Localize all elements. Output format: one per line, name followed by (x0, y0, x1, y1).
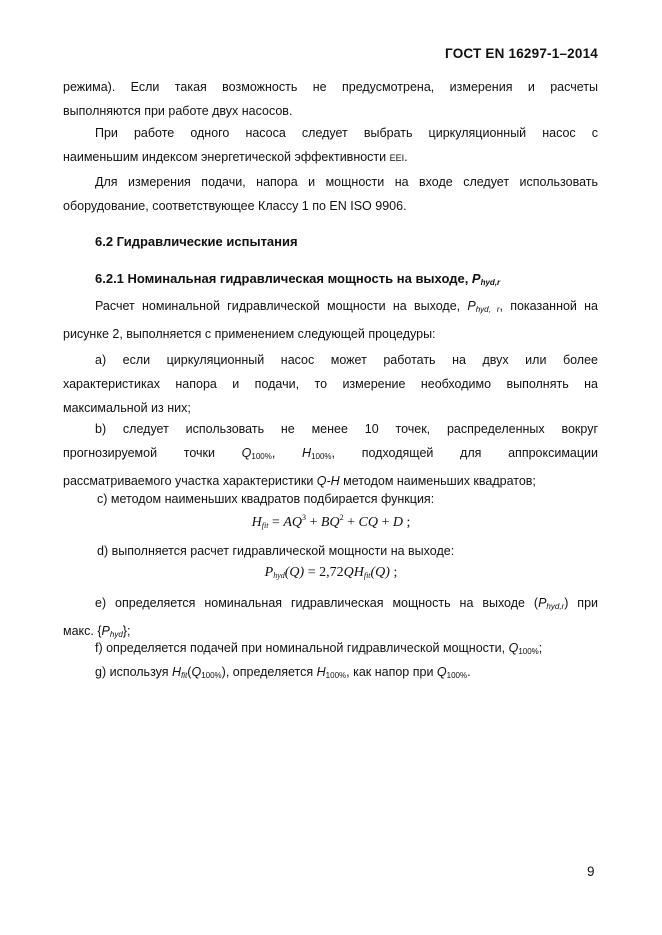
text-line: максимальной из них; (63, 401, 191, 415)
subsection-heading (95, 271, 500, 287)
formula-term: H (251, 515, 262, 530)
text-line: b) следует использовать не менее 10 точек, распределенных вокруг (95, 422, 598, 436)
formula-subscript: fit (363, 571, 371, 580)
page-number: 9 (587, 864, 595, 879)
formula-hfit (0, 513, 662, 531)
text-run: f) определяется подачей при номинальной гидравлической мощности, (95, 641, 509, 655)
text-line: При работе одного насоса следует выбрать циркуляционный насос с (95, 126, 598, 140)
text-line (63, 145, 598, 170)
formula-op: ; (402, 515, 411, 530)
symbol-subscript: hyd,r (546, 602, 565, 611)
symbol-h: H (172, 665, 182, 679)
symbol-p: P (471, 271, 481, 286)
formula-term: QH (343, 565, 364, 580)
formula-subscript: hyd (273, 571, 285, 580)
symbol-subscript: fit (181, 671, 188, 680)
formula-term: BQ (320, 515, 340, 530)
text-line: d) выполняется расчет гидравлической мощности на выходе: (97, 544, 455, 558)
text-run: наименьшим индексом энергетической эффективности (63, 150, 390, 164)
list-item-d (63, 539, 598, 563)
formula-op: + (377, 515, 393, 530)
symbol-subscript: 100% (446, 671, 468, 680)
text-line (63, 660, 598, 688)
list-item-a (63, 348, 598, 420)
text-run: , как напор при (346, 665, 437, 679)
paragraph-measurement-equipment (63, 170, 598, 218)
paragraph-single-pump (63, 121, 598, 170)
symbol-subscript: hyd (109, 630, 123, 639)
text-line: рисунке 2, выполняется с применением следующей процедуры: (63, 327, 436, 341)
formula-op: = (304, 565, 320, 580)
symbol-subscript: 100% (518, 647, 539, 656)
text-run: ) при (564, 596, 599, 610)
symbol-p: P (538, 596, 547, 610)
text-line: Для измерения подачи, напора и мощности на входе следует использовать (95, 175, 598, 189)
text-run: , подходящей для аппроксимации (331, 446, 599, 460)
formula-term: D (392, 515, 403, 530)
text-run: прогнозируемой точки (63, 446, 242, 460)
list-item-g (63, 660, 598, 688)
text-run: . (404, 150, 408, 164)
symbol-q: Q (436, 665, 447, 679)
text-line: режима). Если такая возможность не предусмотрена, измерения и расчеты (63, 80, 598, 94)
text-line (63, 294, 598, 322)
formula-power: 3 (302, 513, 306, 522)
paragraph-procedure-lead (63, 294, 598, 346)
symbol-subscript: 100% (201, 671, 222, 680)
eei-symbol: EEI (389, 153, 405, 163)
symbol-h: H (316, 665, 326, 679)
formula-power: 2 (339, 513, 344, 522)
heading-text: 6.2.1 Номинальная гидравлическая мощность на выходе, (95, 271, 472, 286)
formula-op: ; (389, 565, 398, 580)
text-line (63, 441, 598, 469)
symbol-p: P (101, 624, 110, 638)
text-run: , определяется (225, 665, 317, 679)
text-line: оборудование, соответствующее Классу 1 по EN ISO 9906. (63, 199, 407, 213)
symbol-q: Q (508, 641, 519, 655)
text-run: ; (538, 641, 543, 655)
symbol-q: Q (191, 665, 202, 679)
formula-op: + (343, 515, 359, 530)
symbol-h: H (302, 446, 312, 460)
symbol-q: Q (241, 446, 252, 460)
text-line (63, 591, 598, 619)
text-run: , (271, 446, 303, 460)
formula-term: P (264, 565, 274, 580)
formula-op: + (306, 515, 321, 530)
text-run: Расчет номинальной гидравлической мощности на выходе, (95, 299, 468, 313)
symbol-p: P (467, 299, 476, 313)
formula-term: (Q) (284, 565, 305, 580)
text-line: характеристиках напора и подачи, то измерение необходимо выполнять на (63, 377, 598, 391)
formula-term: (Q) (370, 565, 390, 580)
formula-coefficient: 2,72 (319, 565, 344, 580)
text-run: , показанной на (499, 299, 599, 313)
text-run: g) используя (95, 665, 173, 679)
paragraph-continuation (63, 75, 598, 123)
text-run: ( (187, 665, 192, 679)
text-run: макс. { (63, 624, 102, 638)
text-run: . (467, 665, 471, 679)
text-run: }; (122, 624, 131, 638)
text-line: а) если циркуляционный насос может работать на двух или более (95, 353, 598, 367)
list-item-b (63, 417, 598, 493)
document-code-header: ГОСТ EN 16297-1–2014 (445, 46, 598, 61)
symbol-subscript: hyd, r (475, 305, 500, 314)
text-run: методом наименьших квадратов; (339, 474, 536, 488)
formula-phyd (0, 565, 662, 581)
text-run: e) определяется номинальная гидравлическая мощность на выходе ( (95, 596, 539, 610)
formula-term: CQ (358, 515, 378, 530)
symbol-subscript: 100% (325, 671, 347, 680)
text-line: выполняются при работе двух насосов. (63, 104, 293, 118)
symbol-subscript: 100% (251, 452, 272, 461)
list-item-c (63, 487, 598, 511)
symbol-subscript: hyd,r (480, 278, 501, 287)
formula-term: AQ (283, 515, 302, 530)
text-run: рассматриваемого участка характеристики (63, 474, 317, 488)
section-heading: 6.2 Гидравлические испытания (95, 234, 298, 249)
symbol-subscript: 100% (311, 452, 332, 461)
text-line: c) методом наименьших квадратов подбирается функция: (97, 492, 435, 506)
formula-subscript: fit (261, 521, 269, 530)
formula-op: = (268, 515, 284, 530)
text-run: ) (221, 665, 226, 679)
symbol-qh: Q-H (316, 474, 340, 488)
